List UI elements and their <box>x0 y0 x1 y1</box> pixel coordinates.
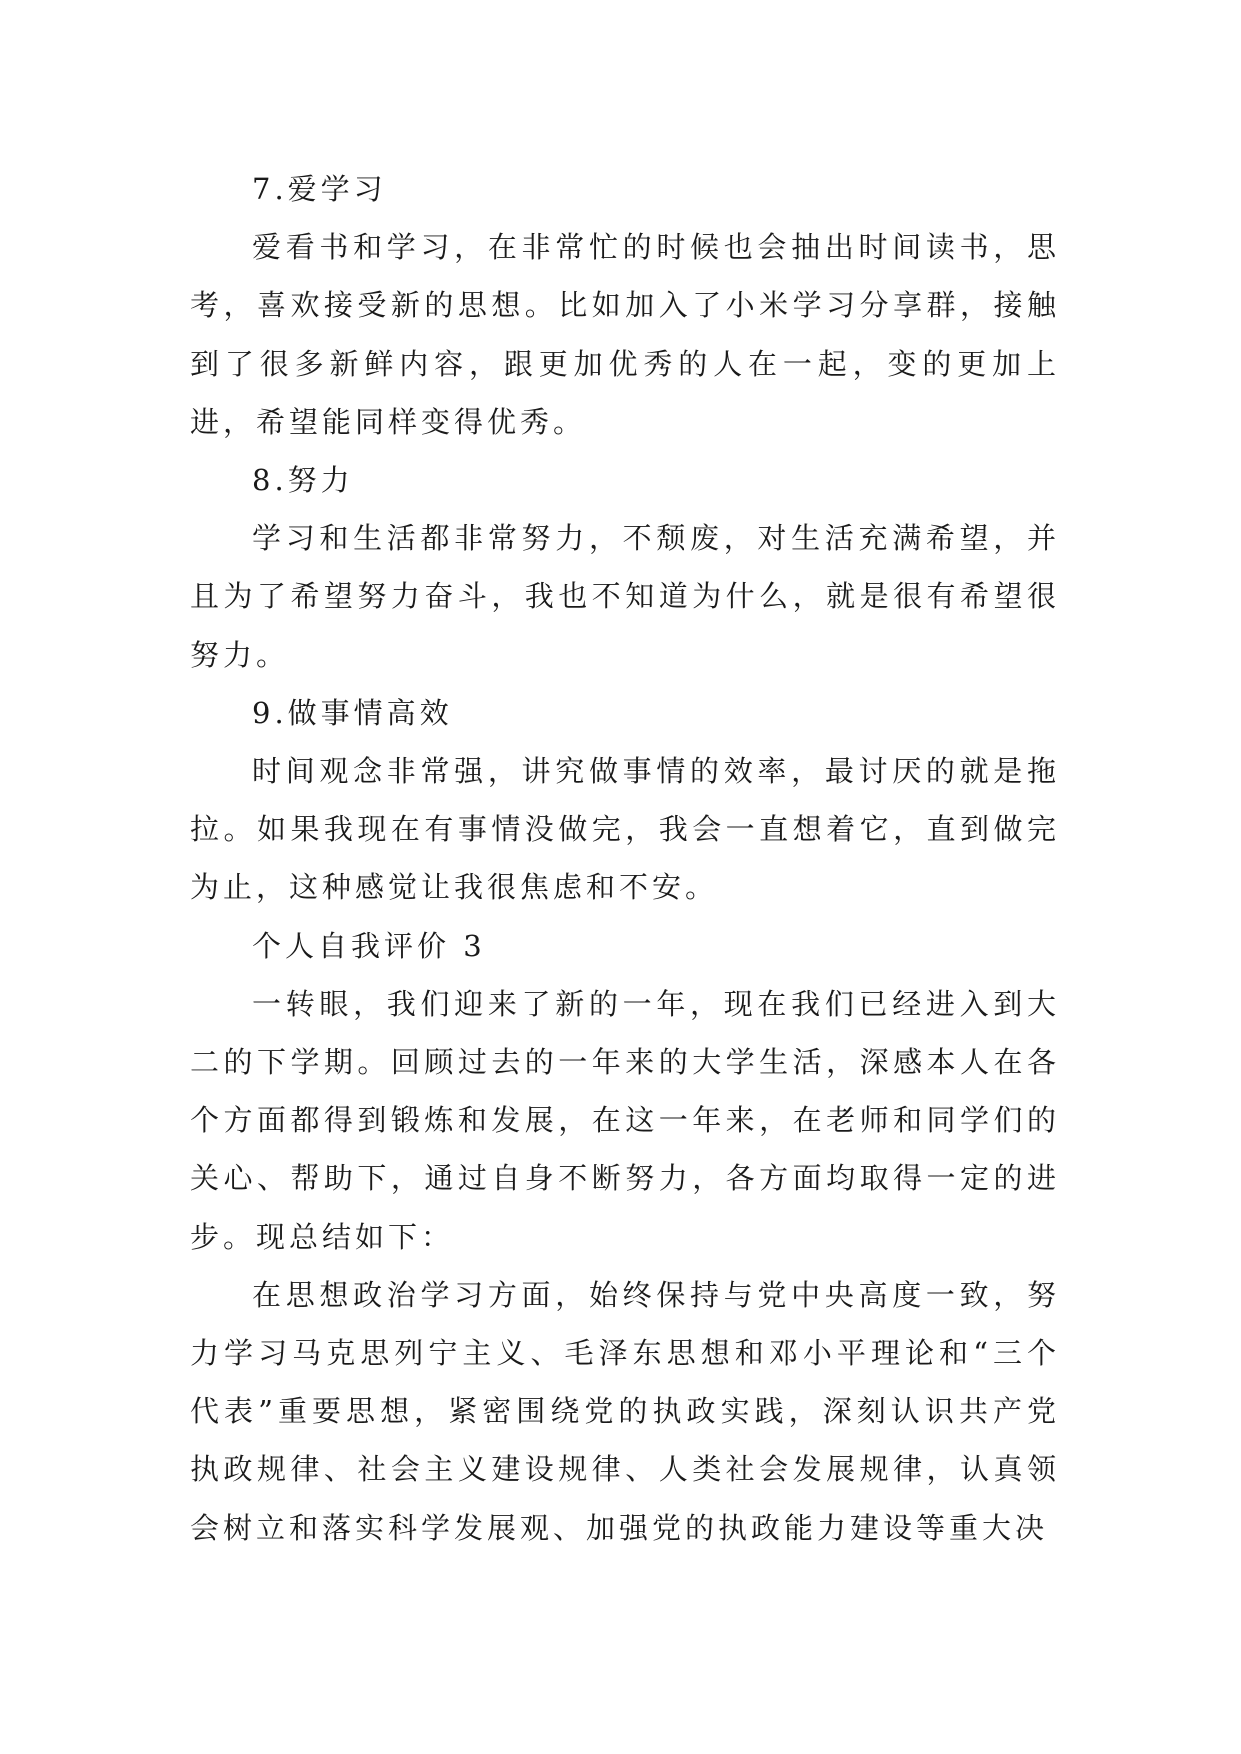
section-paragraph-evaluation-3: 一转眼，我们迎来了新的一年，现在我们已经进入到大二的下学期。回顾过去的一年来的大学生活，深感本人在各个方面都得到锻炼和发展，在这一年来，在老师和同学们的关心、帮助下，通过自身不断努力，各方面均取得一定的进步。现总结如下： <box>190 986 1060 1254</box>
document-body <box>190 160 1060 1557</box>
section-heading-8: 8.努力 <box>252 463 354 498</box>
section-heading-evaluation-3: 个人自我评价 3 <box>252 928 486 963</box>
section-heading-9: 9.做事情高效 <box>252 695 453 730</box>
section-heading-7: 7.爱学习 <box>252 172 387 206</box>
section-paragraph-8: 学习和生活都非常努力，不颓废，对生活充满希望，并且为了希望努力奋斗，我也不知道为什么，就是很有希望很努力。 <box>190 521 1060 672</box>
section-paragraph-9: 时间观念非常强，讲究做事情的效率，最讨厌的就是拖拉。如果我现在有事情没做完，我会一直想着它，直到做完为止，这种感觉让我很焦虑和不安。 <box>190 754 1060 905</box>
section-paragraph-7: 爱看书和学习，在非常忙的时候也会抽出时间读书，思考，喜欢接受新的思想。比如加入了小米学习分享群，接触到了很多新鲜内容，跟更加优秀的人在一起，变的更加上进，希望能同样变得优秀。 <box>190 230 1060 439</box>
closing-paragraph: 在思想政治学习方面，始终保持与党中央高度一致，努力学习马克思列宁主义、毛泽东思想和邓小平理论和“三个代表”重要思想，紧密围绕党的执政实践，深刻认识共产党执政规律、社会主义建设规律、人类社会发展规律，认真领会树立和落实科学发展观、加强党的执政能力建设等重大决 <box>190 1277 1060 1545</box>
